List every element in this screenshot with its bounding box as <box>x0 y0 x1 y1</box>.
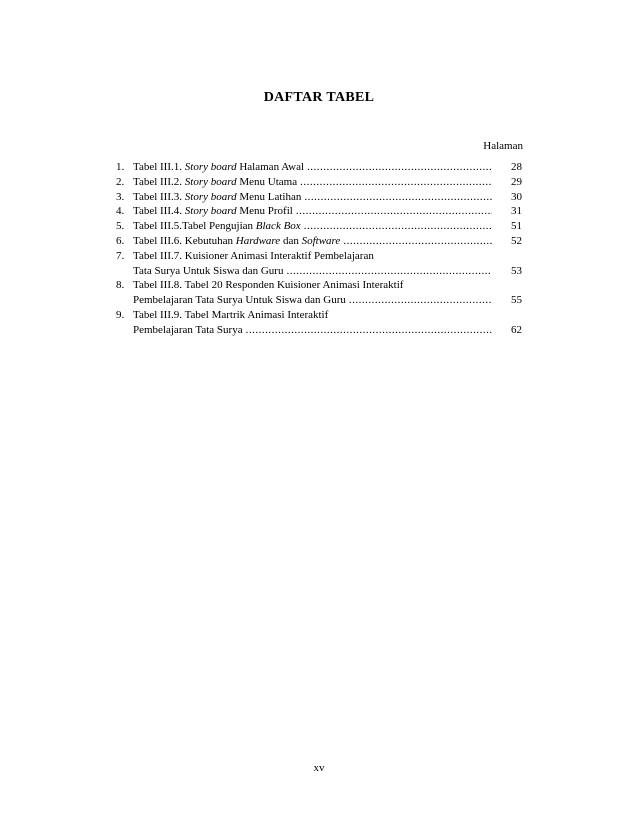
leader-dots <box>304 190 492 205</box>
entry-page: 29 <box>511 175 522 188</box>
entry-title: Tabel III.9. Tabel Martrik Animasi Interaktif <box>133 308 329 321</box>
entry-number: 8. <box>116 279 125 292</box>
page-column-label: Halaman <box>483 140 523 152</box>
list-item[interactable] <box>116 249 522 279</box>
entry-page: 28 <box>511 161 522 173</box>
list-item[interactable] <box>116 308 522 338</box>
entry-number: 7. <box>116 249 125 262</box>
entry-title-continued: Tata Surya Untuk Siswa dan Guru <box>133 264 284 277</box>
leader-dots <box>300 175 492 190</box>
entry-page: 30 <box>511 190 522 203</box>
entry-number: 5. <box>116 220 125 233</box>
entry-title: Tabel III.4. Story board Menu Profil <box>133 205 293 218</box>
list-item[interactable] <box>116 190 522 205</box>
entry-title: Tabel III.3. Story board Menu Latihan <box>133 190 302 203</box>
entry-number: 4. <box>116 205 125 218</box>
entry-title-continued: Pembelajaran Tata Surya <box>133 323 243 336</box>
entry-title: Tabel III.6. Kebutuhan Hardware dan Software <box>133 234 341 247</box>
entry-page: 55 <box>511 294 522 307</box>
leader-dots <box>343 234 492 249</box>
entry-page: 52 <box>511 234 522 247</box>
entry-number: 6. <box>116 234 125 247</box>
list-item[interactable] <box>116 278 522 308</box>
list-item[interactable] <box>116 234 522 249</box>
entry-number: 2. <box>116 175 125 188</box>
table-list <box>116 160 522 338</box>
leader-dots <box>349 293 492 308</box>
entry-number: 1. <box>116 161 125 173</box>
entry-title: Tabel III.7. Kuisioner Animasi Interaktif Pembelajaran <box>133 249 374 262</box>
entry-title: Tabel III.5.Tabel Pengujian Black Box <box>133 220 301 233</box>
entry-number: 3. <box>116 190 125 203</box>
entry-page: 62 <box>511 323 522 336</box>
list-item[interactable] <box>116 219 522 234</box>
entry-number: 9. <box>116 308 125 321</box>
leader-dots <box>246 323 492 338</box>
entry-title: Tabel III.8. Tabel 20 Responden Kuisioner Animasi Interaktif <box>133 279 404 292</box>
leader-dots <box>286 264 492 279</box>
list-item[interactable] <box>116 175 522 190</box>
leader-dots <box>296 204 492 219</box>
list-item[interactable] <box>116 160 522 175</box>
list-item[interactable] <box>116 204 522 219</box>
page-title: DAFTAR TABEL <box>263 90 375 105</box>
leader-dots <box>304 219 492 234</box>
entry-title: Tabel III.2. Story board Menu Utama <box>133 175 298 188</box>
leader-dots <box>307 160 492 175</box>
entry-page: 51 <box>511 220 522 233</box>
entry-page: 53 <box>511 264 522 277</box>
entry-title: Tabel III.1. Story board Halaman Awal <box>133 161 305 173</box>
page-number: xv <box>313 762 325 774</box>
entry-title-continued: Pembelajaran Tata Surya Untuk Siswa dan Guru <box>133 294 346 307</box>
entry-page: 31 <box>511 205 522 218</box>
